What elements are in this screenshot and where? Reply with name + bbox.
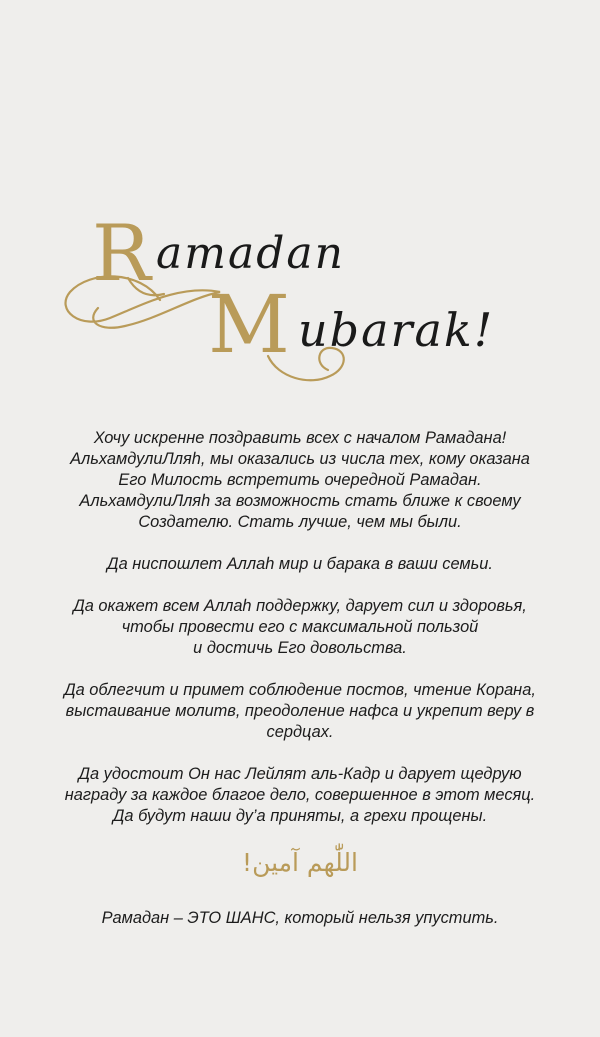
text-line: Создателю. Стать лучше, чем мы были. [138, 513, 462, 531]
logo-word-ubarak: ubarak! [298, 303, 495, 357]
paragraph-1 [20, 428, 580, 533]
text-line: Да удостоит Он нас Лейлят аль-Кадр и дарует щедрую [78, 765, 522, 783]
text-line: АльхамдулиЛляһ, мы оказались из числа тех, кому оказана [70, 450, 530, 468]
text-line: сердцах. [266, 723, 334, 741]
text-line: Хочу искренне поздравить всех с началом Рамадана! [93, 429, 507, 447]
text-line: Да облегчит и примет соблюдение постов, чтение Корана, [64, 681, 536, 699]
paragraph-5 [20, 764, 580, 827]
closing-line: Рамадан – ЭТО ШАНС, который нельзя упустить. [101, 909, 499, 927]
flourish-left-icon [66, 276, 220, 327]
arabic-amin: اللّٰهم آمين! [242, 848, 358, 877]
text-line: награду за каждое благое дело, совершенное в этот месяц. [64, 786, 536, 804]
paragraph-2 [20, 554, 580, 575]
ramadan-mubarak-logo [30, 200, 575, 400]
paragraph-3 [20, 596, 580, 659]
text-line: Да окажет всем Аллаһ поддержку, дарует сил и здоровья, [73, 597, 527, 615]
text-line: Да будут наши ду’а приняты, а грехи прощены. [112, 807, 488, 825]
text-line: чтобы провести его с максимальной пользой [121, 618, 479, 636]
logo-word-amadan: amadan [156, 228, 345, 279]
text-line: АльхамдулиЛляһ за возможность стать ближе к своему [79, 492, 521, 510]
text-line: Его Милость встретить очередной Рамадан. [118, 471, 482, 489]
greeting-text [20, 428, 580, 929]
logo-lettering [30, 200, 575, 400]
text-line: и достичь Его довольства. [193, 639, 407, 657]
logo-cap-m: M [208, 278, 290, 371]
paragraph-4 [20, 680, 580, 743]
logo-cap-r: R [92, 209, 151, 299]
text-line: выстаивание молитв, преодоление нафса и укрепит веру в [65, 702, 535, 720]
text-line: Да ниспошлет Аллаһ мир и барака в ваши семьи. [107, 555, 493, 573]
